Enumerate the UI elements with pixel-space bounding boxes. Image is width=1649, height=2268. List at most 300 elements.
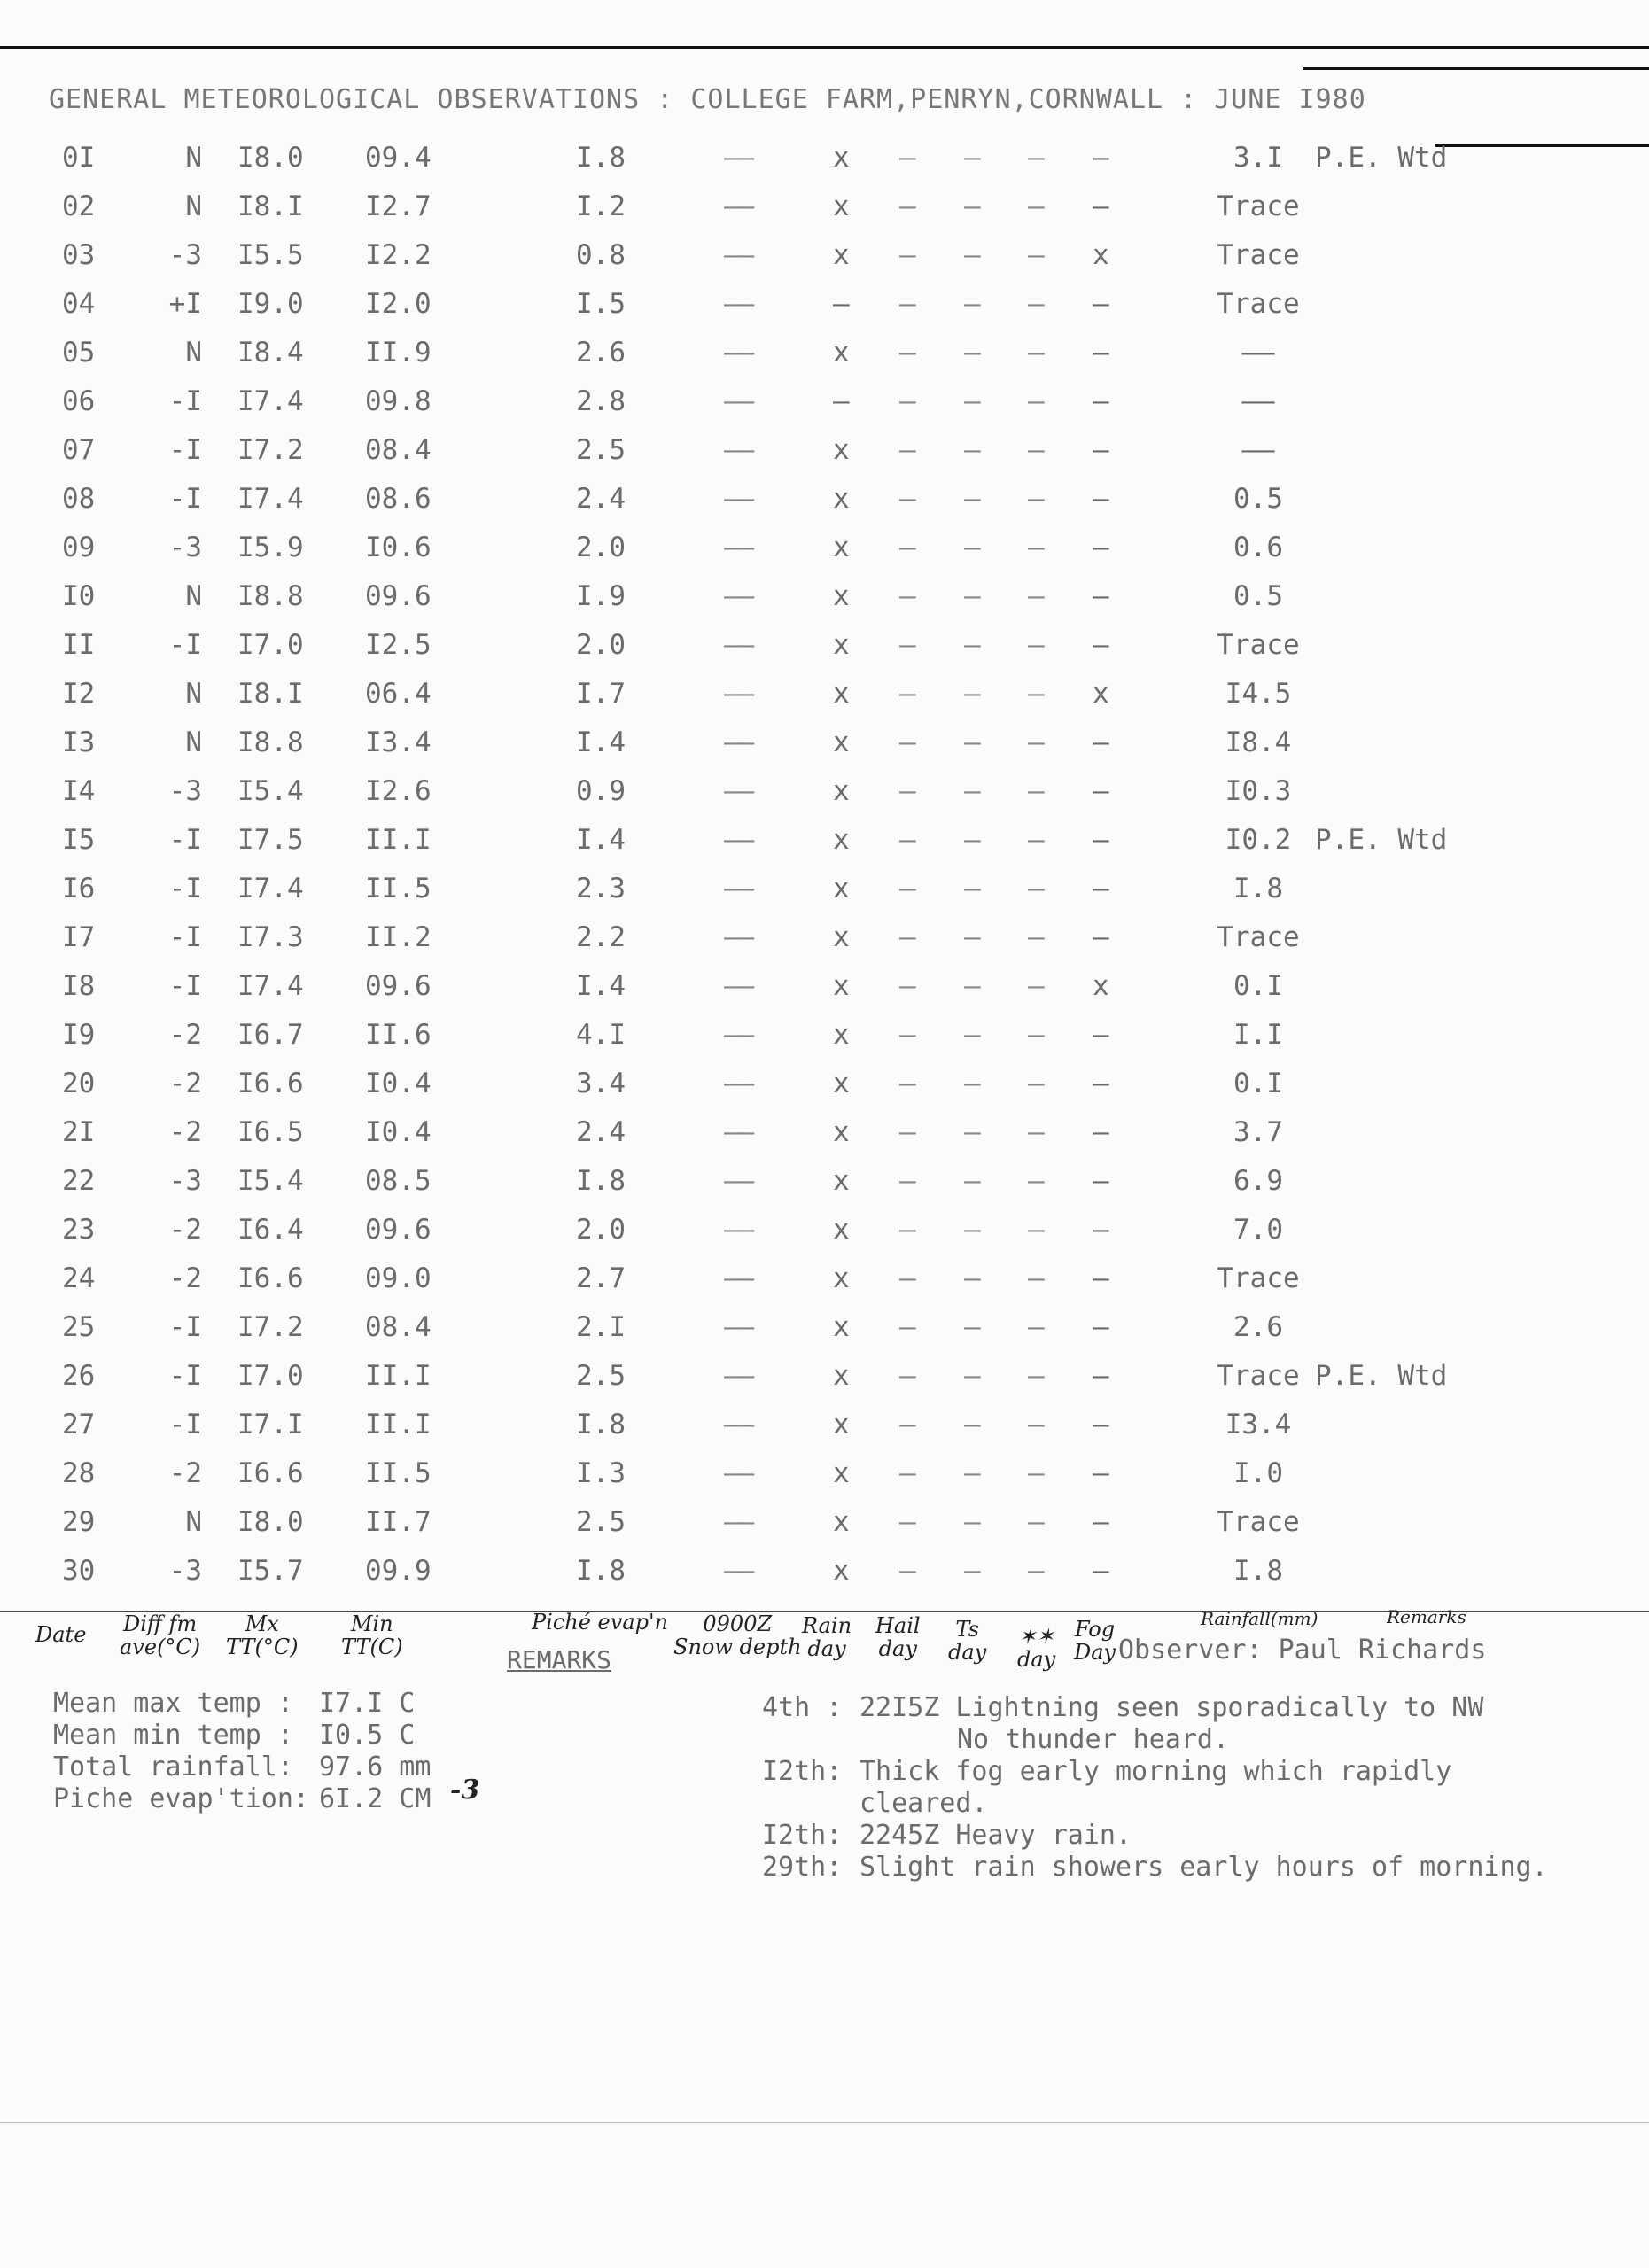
min-temp-cell: I0.6 [365, 532, 432, 563]
table-row [0, 726, 1649, 775]
remark-line [762, 1820, 1548, 1852]
snow-depth-cell: —— [724, 1165, 752, 1197]
rain-day-cell: x [833, 1506, 850, 1538]
diff-cell: -3 [168, 1555, 202, 1587]
hail-day-cell: — [899, 873, 914, 905]
max-temp-cell: I7.5 [237, 824, 304, 856]
rainfall-cell: —— [1241, 337, 1275, 369]
evaporation-cell: I.8 [576, 1555, 626, 1587]
date-cell: I2 [62, 678, 96, 710]
fog-day-cell: x [1093, 239, 1109, 271]
max-temp-cell: I8.I [237, 678, 304, 710]
snow-depth-cell: —— [724, 1262, 752, 1294]
table-row [0, 629, 1649, 678]
remarks-cell: P.E. Wtd [1315, 824, 1448, 856]
thunder-day-cell: — [964, 775, 978, 807]
observer-name: Observer: Paul Richards [1118, 1635, 1487, 1666]
evaporation-cell: I.2 [576, 190, 626, 222]
diff-cell: -3 [168, 239, 202, 271]
col-header-mx: Mx TT(°C) [226, 1612, 299, 1659]
diff-cell: N [185, 142, 202, 174]
snow-depth-cell: —— [724, 824, 752, 856]
rainfall-cell: Trace [1217, 629, 1300, 661]
snow-day-cell: — [1028, 483, 1042, 515]
thunder-day-cell: — [964, 1019, 978, 1051]
rainfall-cell: I0.2 [1225, 824, 1292, 856]
thunder-day-cell: — [964, 873, 978, 905]
hail-day-cell: — [899, 483, 914, 515]
rain-day-cell: x [833, 1214, 850, 1246]
diff-cell: N [185, 337, 202, 369]
table-row [0, 1019, 1649, 1068]
date-cell: 22 [62, 1165, 96, 1197]
diff-cell: -I [168, 1360, 202, 1392]
thunder-day-cell: — [964, 337, 978, 369]
remark-line [762, 1724, 1548, 1756]
snow-day-cell: — [1028, 434, 1042, 466]
min-temp-cell: 09.4 [365, 142, 432, 174]
rain-day-cell: x [833, 1457, 850, 1489]
min-temp-cell: I0.4 [365, 1116, 432, 1148]
rainfall-cell: —— [1241, 385, 1275, 417]
table-row [0, 1506, 1649, 1555]
max-temp-cell: I6.4 [237, 1214, 304, 1246]
min-temp-cell: 09.6 [365, 580, 432, 612]
snow-depth-cell: —— [724, 385, 752, 417]
fog-day-cell: — [1093, 1214, 1109, 1246]
min-temp-cell: I3.4 [365, 726, 432, 758]
fog-day-cell: — [1093, 629, 1109, 661]
thunder-day-cell: — [964, 629, 978, 661]
col-header-rainfall: Rainfall(mm) [1201, 1608, 1318, 1629]
diff-cell: N [185, 580, 202, 612]
hail-day-cell: — [899, 775, 914, 807]
max-temp-cell: I7.2 [237, 434, 304, 466]
max-temp-cell: I7.4 [237, 873, 304, 905]
max-temp-cell: I8.I [237, 190, 304, 222]
evaporation-cell: 2.4 [576, 1116, 626, 1148]
footer-rule [0, 2122, 1649, 2123]
thunder-day-cell: — [964, 678, 978, 710]
rain-day-cell: x [833, 1360, 850, 1392]
rain-day-cell: x [833, 1262, 850, 1294]
evap-handwritten-note: -3 [450, 1775, 480, 1806]
fog-day-cell: — [1093, 1506, 1109, 1538]
hail-day-cell: — [899, 726, 914, 758]
table-row [0, 337, 1649, 385]
date-cell: I6 [62, 873, 96, 905]
date-cell: 26 [62, 1360, 96, 1392]
thunder-day-cell: — [964, 1457, 978, 1489]
hail-day-cell: — [899, 142, 914, 174]
remark-day: I2th: [762, 1820, 843, 1851]
remark-line [762, 1756, 1548, 1788]
min-temp-cell: 09.6 [365, 1214, 432, 1246]
hail-day-cell: — [899, 629, 914, 661]
hail-day-cell: — [899, 824, 914, 856]
fog-day-cell: x [1093, 970, 1109, 1002]
min-temp-cell: 06.4 [365, 678, 432, 710]
snow-day-cell: — [1028, 1457, 1042, 1489]
summary-line [53, 1783, 431, 1815]
snow-depth-cell: —— [724, 1457, 752, 1489]
rainfall-cell: I4.5 [1225, 678, 1292, 710]
thunder-day-cell: — [964, 1555, 978, 1587]
hail-day-cell: — [899, 1555, 914, 1587]
date-cell: 2I [62, 1116, 96, 1148]
thunder-day-cell: — [964, 824, 978, 856]
table-row [0, 434, 1649, 483]
evaporation-cell: 2.5 [576, 434, 626, 466]
hail-day-cell: — [899, 1068, 914, 1099]
rainfall-cell: 6.9 [1233, 1165, 1283, 1197]
date-cell: II [62, 629, 96, 661]
snow-depth-cell: —— [724, 1019, 752, 1051]
min-temp-cell: I2.7 [365, 190, 432, 222]
fog-day-cell: — [1093, 1019, 1109, 1051]
thunder-day-cell: — [964, 580, 978, 612]
hail-day-cell: — [899, 970, 914, 1002]
hail-day-cell: — [899, 580, 914, 612]
col-header-hail: Hail day [875, 1613, 921, 1661]
table-row [0, 970, 1649, 1019]
snow-day-cell: — [1028, 1506, 1042, 1538]
table-row [0, 1311, 1649, 1360]
rainfall-cell: 0.5 [1233, 580, 1283, 612]
diff-cell: -3 [168, 532, 202, 563]
rainfall-cell: 0.6 [1233, 532, 1283, 563]
fog-day-cell: — [1093, 434, 1109, 466]
snow-depth-cell: —— [724, 629, 752, 661]
min-temp-cell: II.I [365, 1409, 432, 1441]
rain-day-cell: x [833, 873, 850, 905]
summary-label: Total rainfall: [53, 1751, 293, 1783]
evaporation-cell: 2.5 [576, 1360, 626, 1392]
thunder-day-cell: — [964, 1262, 978, 1294]
remarks-cell: P.E. Wtd [1315, 1360, 1448, 1392]
rainfall-cell: I.I [1233, 1019, 1283, 1051]
snow-day-cell: — [1028, 1068, 1042, 1099]
rain-day-cell: x [833, 1165, 850, 1197]
min-temp-cell: II.5 [365, 873, 432, 905]
max-temp-cell: I5.9 [237, 532, 304, 563]
hail-day-cell: — [899, 1506, 914, 1538]
date-cell: 06 [62, 385, 96, 417]
snow-day-cell: — [1028, 1262, 1042, 1294]
snow-day-cell: — [1028, 1019, 1042, 1051]
snow-depth-cell: —— [724, 1311, 752, 1343]
date-cell: 03 [62, 239, 96, 271]
snow-day-cell: — [1028, 190, 1042, 222]
rainfall-cell: I8.4 [1225, 726, 1292, 758]
col-header-evap: Piché evap'n [532, 1610, 669, 1635]
diff-cell: -I [168, 434, 202, 466]
summary-value: I0.5 C [319, 1720, 416, 1751]
hail-day-cell: — [899, 1019, 914, 1051]
fog-day-cell: — [1093, 483, 1109, 515]
max-temp-cell: I7.4 [237, 970, 304, 1002]
remark-text: Slight rain showers early hours of morning. [860, 1852, 1548, 1883]
fog-day-cell: — [1093, 1457, 1109, 1489]
max-temp-cell: I7.4 [237, 385, 304, 417]
evaporation-cell: 2.7 [576, 1262, 626, 1294]
rainfall-cell: I.8 [1233, 1555, 1283, 1587]
rainfall-cell: Trace [1217, 921, 1300, 953]
max-temp-cell: I8.8 [237, 726, 304, 758]
snow-day-cell: — [1028, 337, 1042, 369]
min-temp-cell: II.I [365, 1360, 432, 1392]
rain-day-cell: x [833, 434, 850, 466]
hail-day-cell: — [899, 532, 914, 563]
table-row [0, 532, 1649, 580]
table-row [0, 1262, 1649, 1311]
date-cell: 04 [62, 288, 96, 320]
summary-line [53, 1688, 431, 1720]
evaporation-cell: 2.0 [576, 629, 626, 661]
rain-day-cell: x [833, 824, 850, 856]
col-header-ts: Ts day [948, 1617, 987, 1665]
diff-cell: -2 [168, 1457, 202, 1489]
rainfall-cell: Trace [1217, 239, 1300, 271]
max-temp-cell: I5.4 [237, 775, 304, 807]
date-cell: 09 [62, 532, 96, 563]
hail-day-cell: — [899, 288, 914, 320]
evaporation-cell: I.7 [576, 678, 626, 710]
hail-day-cell: — [899, 337, 914, 369]
diff-cell: -2 [168, 1262, 202, 1294]
snow-day-cell: — [1028, 824, 1042, 856]
fog-day-cell: — [1093, 1409, 1109, 1441]
col-header-diff: Diff fm ave(°C) [120, 1612, 201, 1659]
rain-day-cell: x [833, 337, 850, 369]
table-row [0, 288, 1649, 337]
fog-day-cell: — [1093, 385, 1109, 417]
thunder-day-cell: — [964, 1116, 978, 1148]
diff-cell: -2 [168, 1116, 202, 1148]
table-row [0, 678, 1649, 726]
col-header-date: Date [35, 1622, 87, 1647]
date-cell: 23 [62, 1214, 96, 1246]
date-cell: I5 [62, 824, 96, 856]
diff-cell: -I [168, 824, 202, 856]
snow-depth-cell: —— [724, 726, 752, 758]
max-temp-cell: I7.2 [237, 1311, 304, 1343]
fog-day-cell: — [1093, 1116, 1109, 1148]
evaporation-cell: I.9 [576, 580, 626, 612]
fog-day-cell: — [1093, 1555, 1109, 1587]
table-row [0, 921, 1649, 970]
col-header-remarks: Remarks [1387, 1606, 1466, 1627]
remarks-cell: P.E. Wtd [1315, 142, 1448, 174]
date-cell: 27 [62, 1409, 96, 1441]
page-title: GENERAL METEOROLOGICAL OBSERVATIONS : COLLEGE FARM,PENRYN,CORNWALL : JUNE I980 [49, 84, 1366, 115]
thunder-day-cell: — [964, 1506, 978, 1538]
thunder-day-cell: — [964, 532, 978, 563]
evaporation-cell: 2.6 [576, 337, 626, 369]
diff-cell: -2 [168, 1019, 202, 1051]
diff-cell: -2 [168, 1068, 202, 1099]
snow-day-cell: — [1028, 385, 1042, 417]
min-temp-cell: 08.4 [365, 1311, 432, 1343]
evaporation-cell: I.4 [576, 824, 626, 856]
max-temp-cell: I7.0 [237, 629, 304, 661]
rainfall-cell: Trace [1217, 190, 1300, 222]
snow-day-cell: — [1028, 142, 1042, 174]
rain-day-cell: x [833, 970, 850, 1002]
table-row [0, 190, 1649, 239]
date-cell: I9 [62, 1019, 96, 1051]
rainfall-cell: Trace [1217, 1506, 1300, 1538]
summary-label: Piche evap'tion: [53, 1783, 309, 1814]
thunder-day-cell: — [964, 385, 978, 417]
snow-day-cell: — [1028, 239, 1042, 271]
snow-depth-cell: —— [724, 775, 752, 807]
min-temp-cell: 08.6 [365, 483, 432, 515]
snow-day-cell: — [1028, 678, 1042, 710]
min-temp-cell: I2.6 [365, 775, 432, 807]
col-header-star: ✶✶ day [1017, 1624, 1056, 1672]
evaporation-cell: I.4 [576, 726, 626, 758]
min-temp-cell: 08.4 [365, 434, 432, 466]
rainfall-cell: —— [1241, 434, 1275, 466]
remarks-heading: REMARKS [507, 1645, 612, 1674]
remark-text: No thunder heard. [957, 1724, 1230, 1755]
date-cell: I7 [62, 921, 96, 953]
evaporation-cell: I.4 [576, 970, 626, 1002]
min-temp-cell: II.9 [365, 337, 432, 369]
remark-text: 2245Z Heavy rain. [860, 1820, 1132, 1851]
thunder-day-cell: — [964, 1214, 978, 1246]
thunder-day-cell: — [964, 1068, 978, 1099]
rain-day-cell: x [833, 1555, 850, 1587]
hail-day-cell: — [899, 1311, 914, 1343]
date-cell: 24 [62, 1262, 96, 1294]
fog-day-cell: — [1093, 1311, 1109, 1343]
table-row [0, 142, 1649, 190]
summary-value: 6I.2 CM [319, 1783, 432, 1814]
diff-cell: -I [168, 483, 202, 515]
thunder-day-cell: — [964, 970, 978, 1002]
thunder-day-cell: — [964, 921, 978, 953]
rainfall-cell: 2.6 [1233, 1311, 1283, 1343]
snow-day-cell: — [1028, 1409, 1042, 1441]
summary-line [53, 1720, 431, 1751]
remark-line [762, 1852, 1548, 1884]
thunder-day-cell: — [964, 239, 978, 271]
rainfall-cell: 3.7 [1233, 1116, 1283, 1148]
evaporation-cell: 2.0 [576, 1214, 626, 1246]
fog-day-cell: — [1093, 775, 1109, 807]
table-row [0, 385, 1649, 434]
max-temp-cell: I7.3 [237, 921, 304, 953]
snow-depth-cell: —— [724, 873, 752, 905]
diff-cell: N [185, 190, 202, 222]
table-row [0, 239, 1649, 288]
snow-day-cell: — [1028, 1360, 1042, 1392]
snow-depth-cell: —— [724, 678, 752, 710]
diff-cell: -3 [168, 775, 202, 807]
table-row [0, 775, 1649, 824]
rain-day-cell: — [833, 288, 850, 320]
snow-depth-cell: —— [724, 532, 752, 563]
diff-cell: -I [168, 1311, 202, 1343]
min-temp-cell: II.6 [365, 1019, 432, 1051]
diff-cell: N [185, 1506, 202, 1538]
rain-day-cell: x [833, 1019, 850, 1051]
snow-day-cell: — [1028, 921, 1042, 953]
rain-day-cell: x [833, 483, 850, 515]
snow-day-cell: — [1028, 1555, 1042, 1587]
fog-day-cell: — [1093, 1165, 1109, 1197]
diff-cell: -I [168, 970, 202, 1002]
rainfall-cell: I3.4 [1225, 1409, 1292, 1441]
evaporation-cell: 2.I [576, 1311, 626, 1343]
snow-depth-cell: —— [724, 1068, 752, 1099]
fog-day-cell: x [1093, 678, 1109, 710]
date-cell: 25 [62, 1311, 96, 1343]
max-temp-cell: I6.6 [237, 1262, 304, 1294]
evaporation-cell: 2.8 [576, 385, 626, 417]
col-header-rain: Rain day [802, 1613, 852, 1661]
hail-day-cell: — [899, 1409, 914, 1441]
snow-depth-cell: —— [724, 580, 752, 612]
evaporation-cell: I.8 [576, 1165, 626, 1197]
max-temp-cell: I9.0 [237, 288, 304, 320]
summary-value: I7.I C [319, 1688, 416, 1719]
thunder-day-cell: — [964, 1165, 978, 1197]
min-temp-cell: II.5 [365, 1457, 432, 1489]
rain-day-cell: x [833, 1116, 850, 1148]
max-temp-cell: I6.5 [237, 1116, 304, 1148]
rainfall-cell: I0.3 [1225, 775, 1292, 807]
snow-day-cell: — [1028, 1116, 1042, 1148]
snow-day-cell: — [1028, 580, 1042, 612]
rain-day-cell: x [833, 1311, 850, 1343]
snow-depth-cell: —— [724, 1360, 752, 1392]
max-temp-cell: I5.5 [237, 239, 304, 271]
diff-cell: -I [168, 873, 202, 905]
fog-day-cell: — [1093, 726, 1109, 758]
snow-day-cell: — [1028, 970, 1042, 1002]
date-cell: I8 [62, 970, 96, 1002]
evaporation-cell: I.5 [576, 288, 626, 320]
hail-day-cell: — [899, 1360, 914, 1392]
fog-day-cell: — [1093, 1262, 1109, 1294]
evaporation-cell: I.3 [576, 1457, 626, 1489]
snow-depth-cell: —— [724, 190, 752, 222]
date-cell: 07 [62, 434, 96, 466]
max-temp-cell: I8.4 [237, 337, 304, 369]
rain-day-cell: x [833, 1068, 850, 1099]
thunder-day-cell: — [964, 142, 978, 174]
snow-day-cell: — [1028, 532, 1042, 563]
thunder-day-cell: — [964, 1409, 978, 1441]
diff-cell: -I [168, 921, 202, 953]
summary-line [53, 1751, 431, 1783]
table-row [0, 1360, 1649, 1409]
remark-text: Thick fog early morning which rapidly [860, 1756, 1452, 1787]
date-cell: 02 [62, 190, 96, 222]
evaporation-cell: 0.9 [576, 775, 626, 807]
min-temp-cell: 09.0 [365, 1262, 432, 1294]
snow-depth-cell: —— [724, 1409, 752, 1441]
rain-day-cell: x [833, 580, 850, 612]
min-temp-cell: I2.2 [365, 239, 432, 271]
snow-day-cell: — [1028, 629, 1042, 661]
date-cell: 08 [62, 483, 96, 515]
table-row [0, 580, 1649, 629]
rainfall-cell: Trace [1217, 1360, 1300, 1392]
